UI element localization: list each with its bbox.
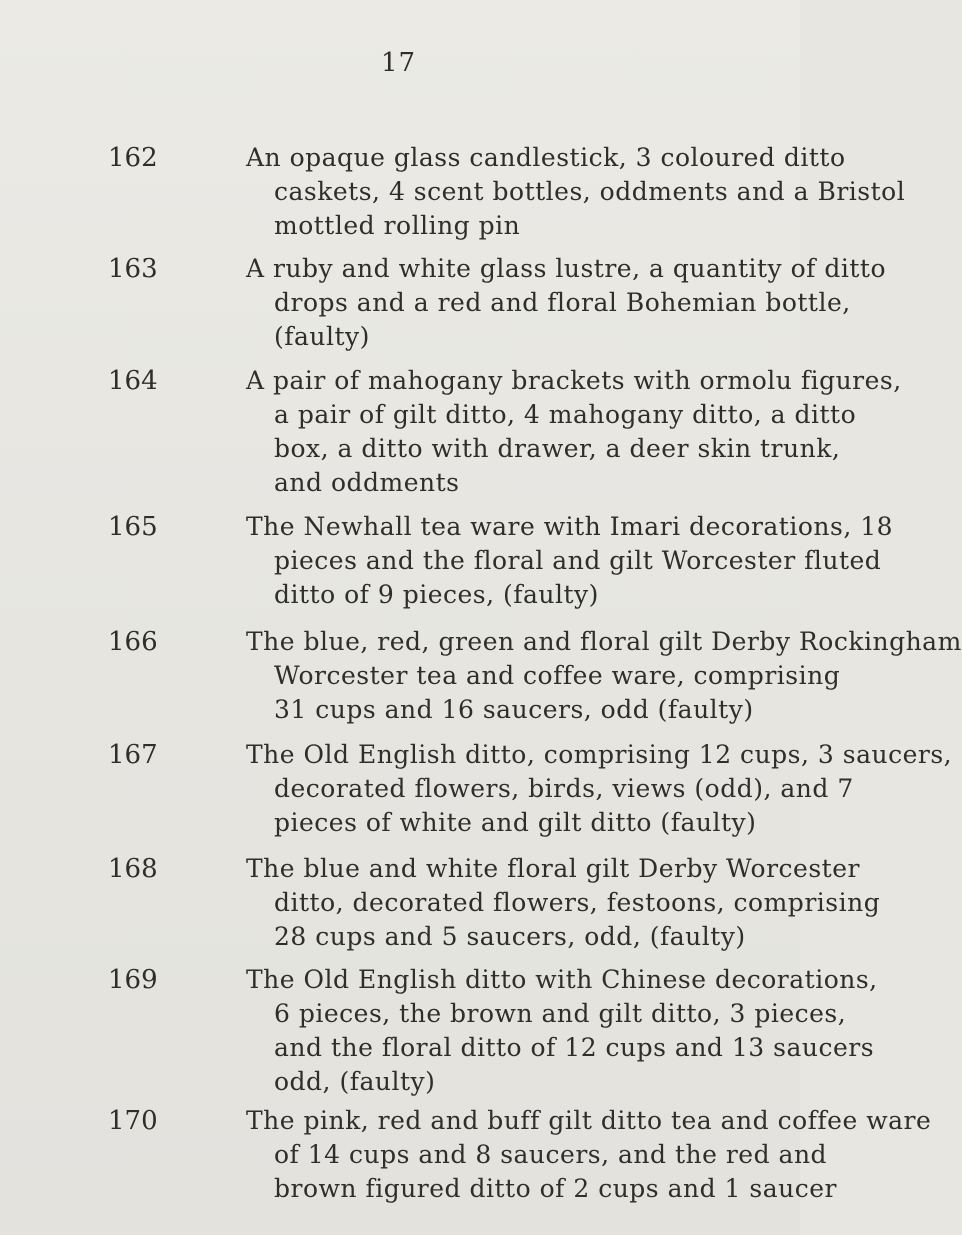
description-line: box, a ditto with drawer, a deer skin trunk, <box>274 434 841 463</box>
description-line: and oddments <box>274 468 460 497</box>
lot-description <box>246 852 881 954</box>
description-line: The Old English ditto with Chinese decorations, <box>246 965 878 994</box>
lot-number: 170 <box>108 1106 158 1136</box>
lot-number: 167 <box>108 740 158 770</box>
description-line: odd, (faulty) <box>274 1067 436 1096</box>
description-line: brown figured ditto of 2 cups and 1 saucer <box>274 1174 837 1203</box>
lot-description <box>246 364 902 500</box>
description-line: drops and a red and floral Bohemian bottle, <box>274 288 851 317</box>
description-line: and the floral ditto of 12 cups and 13 saucers <box>274 1033 875 1062</box>
lot-number: 162 <box>108 143 158 173</box>
page-number: 17 <box>381 48 417 78</box>
description-line: A pair of mahogany brackets with ormolu figures, <box>246 366 902 395</box>
lot-description <box>246 252 887 354</box>
description-line: 31 cups and 16 saucers, odd (faulty) <box>274 695 754 724</box>
lot-number: 169 <box>108 965 158 995</box>
description-line: (faulty) <box>274 322 370 351</box>
lot-description <box>246 1104 932 1206</box>
description-line: Worcester tea and coffee ware, comprising <box>274 661 841 690</box>
description-line: ditto, decorated flowers, festoons, comprising <box>274 888 881 917</box>
description-line: The pink, red and buff gilt ditto tea and coffee ware <box>246 1106 932 1135</box>
lot-number: 164 <box>108 366 158 396</box>
description-line: a pair of gilt ditto, 4 mahogany ditto, a ditto <box>274 400 857 429</box>
description-line: The blue, red, green and floral gilt Derby Rockingham <box>246 627 962 656</box>
description-line: An opaque glass candlestick, 3 coloured ditto <box>246 143 846 172</box>
lot-description <box>246 510 894 612</box>
description-line: of 14 cups and 8 saucers, and the red and <box>274 1140 828 1169</box>
lot-description <box>246 963 878 1099</box>
lot-description <box>246 738 953 840</box>
description-line: The Newhall tea ware with Imari decorations, 18 <box>246 512 894 541</box>
description-line: The Old English ditto, comprising 12 cups, 3 saucers, <box>246 740 953 769</box>
description-line: ditto of 9 pieces, (faulty) <box>274 580 599 609</box>
description-line: mottled rolling pin <box>274 211 521 240</box>
description-line: 6 pieces, the brown and gilt ditto, 3 pieces, <box>274 999 847 1028</box>
lot-description <box>246 141 906 243</box>
description-line: decorated flowers, birds, views (odd), and 7 <box>274 774 854 803</box>
description-line: 28 cups and 5 saucers, odd, (faulty) <box>274 922 746 951</box>
lot-number: 163 <box>108 254 158 284</box>
lot-number: 165 <box>108 512 158 542</box>
lot-number: 168 <box>108 854 158 884</box>
description-line: pieces and the floral and gilt Worcester fluted <box>274 546 882 575</box>
description-line: A ruby and white glass lustre, a quantity of ditto <box>246 254 887 283</box>
description-line: pieces of white and gilt ditto (faulty) <box>274 808 757 837</box>
lot-description <box>246 625 962 727</box>
lot-number: 166 <box>108 627 158 657</box>
description-line: caskets, 4 scent bottles, oddments and a Bristol <box>274 177 906 206</box>
description-line: The blue and white floral gilt Derby Worcester <box>246 854 860 883</box>
